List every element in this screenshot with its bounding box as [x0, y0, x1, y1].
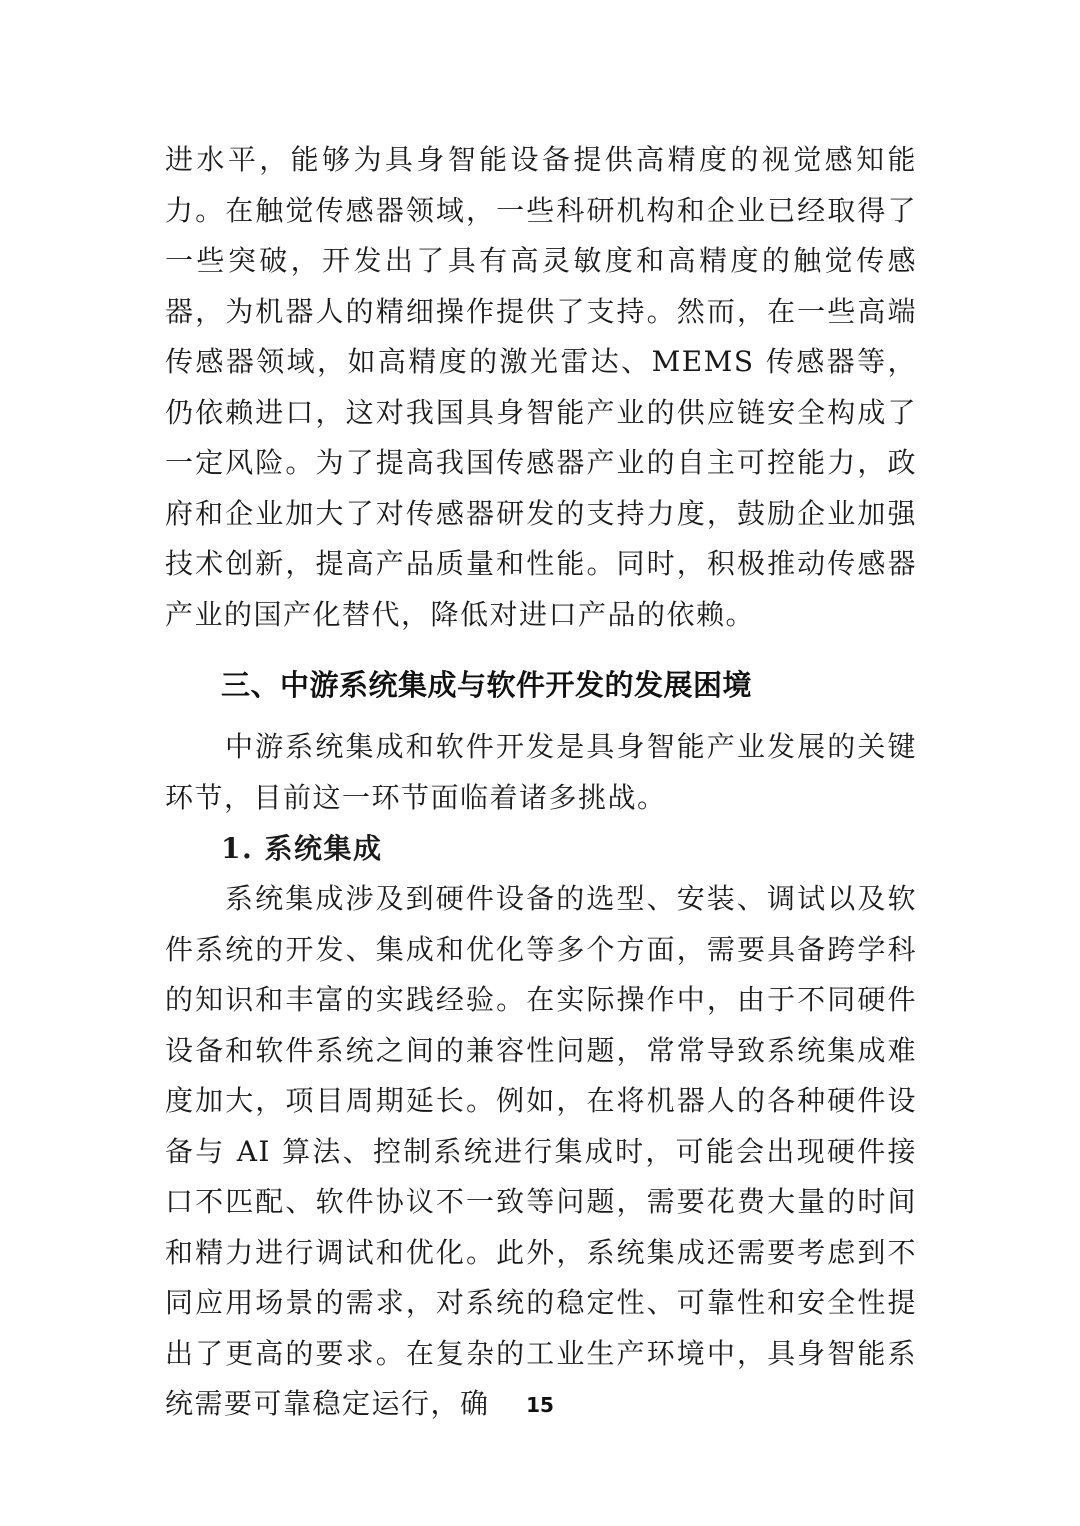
paragraph-system-integration: 系统集成涉及到硬件设备的选型、安装、调试以及软件系统的开发、集成和优化等多个方面，需要具备跨学科的知识和丰富的实践经验。在实际操作中，由于不同硬件设备和软件系统之间的兼容性问题，常常导致系统集成难度加大，项目周期延长。例如，在将机器人的各种硬件设备与 AI 算法、控制系统进行集成时，可能会出现硬件接口不匹配、软件协议不一致等问题，需要花费大量的时间和精力进行调试和优化。此外，系统集成还需要考虑到不同应用场景的需求，对系统的稳定性、可靠性和安全性提出了更高的要求。在复杂的工业生产环境中，具身智能系统需要可靠稳定运行，确 [165, 882, 917, 1420]
section-heading: 三、中游系统集成与软件开发的发展困境 [221, 668, 753, 702]
paragraph-sensor-continuation: 进水平，能够为具身智能设备提供高精度的视觉感知能力。在触觉传感器领域，一些科研机构和企业已经取得了一些突破，开发出了具有高灵敏度和高精度的触觉传感器，为机器人的精细操作提供了支持。然而，在一些高端传感器领域，如高精度的激光雷达、MEMS 传感器等，仍依赖进口，这对我国具身智能产业的供应链安全构成了一定风险。为了提高我国传感器产业的自主可控能力，政府和企业加大了对传感器研发的支持力度，鼓励企业加强技术创新，提高产品质量和性能。同时，积极推动传感器产业的国产化替代，降低对进口产品的依赖。 [165, 143, 917, 631]
subsection-heading: 1. 系统集成 [221, 832, 383, 865]
paragraph-section-intro: 中游系统集成和软件开发是具身智能产业发展的关键环节，目前这一环节面临着诸多挑战。 [165, 730, 917, 814]
page-number: 15 [526, 1393, 554, 1417]
